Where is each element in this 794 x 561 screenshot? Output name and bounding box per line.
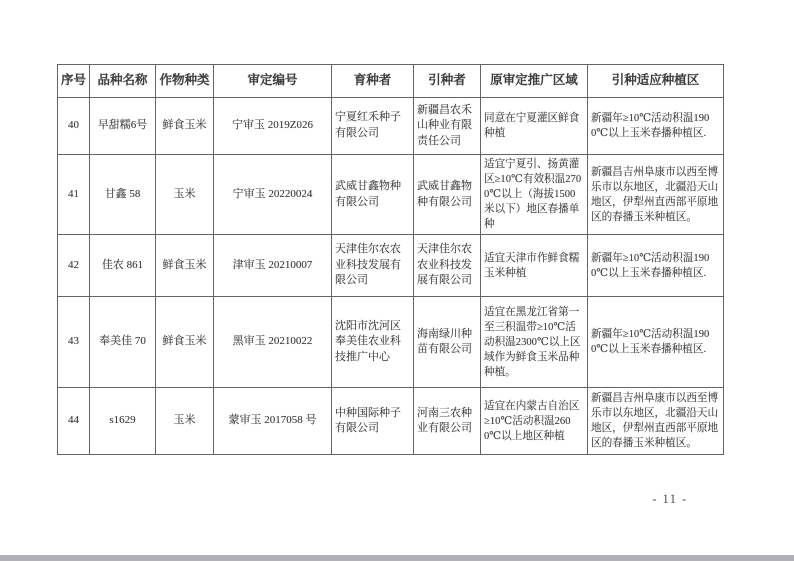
cell-no: 43 — [58, 297, 90, 388]
cell-variety-name: 佳农 861 — [90, 235, 156, 297]
col-header-no: 序号 — [58, 65, 90, 98]
scan-bottom-edge — [0, 555, 794, 561]
cell-introducer: 武威甘鑫物种有限公司 — [414, 155, 481, 235]
col-header-original-region: 原审定推广区域 — [481, 65, 588, 98]
cell-crop-type: 鲜食玉米 — [156, 98, 214, 155]
cell-approval-number: 蒙审玉 2017058 号 — [214, 388, 332, 455]
variety-introduction-table — [57, 64, 724, 455]
table-row — [58, 297, 724, 388]
cell-original-region: 适宜天津市作鲜食糯玉米种植 — [481, 235, 588, 297]
cell-variety-name: 早甜糯6号 — [90, 98, 156, 155]
col-header-approval-number: 审定编号 — [214, 65, 332, 98]
cell-variety-name: s1629 — [90, 388, 156, 455]
cell-breeder: 武威甘鑫物种有限公司 — [332, 155, 414, 235]
cell-approval-number: 宁审玉 20220024 — [214, 155, 332, 235]
col-header-variety-name: 品种名称 — [90, 65, 156, 98]
cell-introducer: 天津佳尔农农业科技发展有限公司 — [414, 235, 481, 297]
cell-adapted-region: 新疆昌吉州阜康市以西至博乐市以东地区，北疆沿天山地区，伊犁州直西部平原地区的春播玉米种植区。 — [588, 155, 724, 235]
cell-no: 42 — [58, 235, 90, 297]
table-row — [58, 388, 724, 455]
cell-original-region: 适宜宁夏引、扬黄灌区≥10℃有效积温2700℃以上（海拔1500米以下）地区春播单种 — [481, 155, 588, 235]
cell-adapted-region: 新疆年≥10℃活动积温1900℃以上玉米春播种植区. — [588, 235, 724, 297]
cell-breeder: 沈阳市沈河区奉美佳农业科技推广中心 — [332, 297, 414, 388]
cell-breeder: 宁夏红禾种子有限公司 — [332, 98, 414, 155]
cell-variety-name: 甘鑫 58 — [90, 155, 156, 235]
header-row — [58, 65, 724, 98]
cell-approval-number: 津审玉 20210007 — [214, 235, 332, 297]
cell-breeder: 天津佳尔农农业科技发展有限公司 — [332, 235, 414, 297]
cell-crop-type: 玉米 — [156, 155, 214, 235]
cell-original-region: 同意在宁夏灌区鲜食种植 — [481, 98, 588, 155]
col-header-breeder: 育种者 — [332, 65, 414, 98]
cell-approval-number: 宁审玉 2019Z026 — [214, 98, 332, 155]
cell-variety-name: 奉美佳 70 — [90, 297, 156, 388]
cell-approval-number: 黑审玉 20210022 — [214, 297, 332, 388]
cell-introducer: 海南绿川种苗有限公司 — [414, 297, 481, 388]
col-header-adapted-region: 引种适应种植区 — [588, 65, 724, 98]
cell-no: 41 — [58, 155, 90, 235]
cell-adapted-region: 新疆年≥10℃活动积温1900℃以上玉米春播种植区. — [588, 297, 724, 388]
cell-original-region: 适宜在黑龙江省第一至三积温带≥10℃活动积温2300℃以上区域作为鲜食玉米品种种植。 — [481, 297, 588, 388]
cell-crop-type: 鲜食玉米 — [156, 235, 214, 297]
cell-adapted-region: 新疆年≥10℃活动积温1900℃以上玉米春播种植区. — [588, 98, 724, 155]
cell-crop-type: 鲜食玉米 — [156, 297, 214, 388]
cell-introducer: 新疆昌农禾山种业有限责任公司 — [414, 98, 481, 155]
table-row — [58, 98, 724, 155]
cell-original-region: 适宜在内蒙古自治区≥10℃活动积温2600℃以上地区种植 — [481, 388, 588, 455]
page-number: - 11 - — [652, 492, 688, 506]
cell-breeder: 中种国际种子有限公司 — [332, 388, 414, 455]
col-header-introducer: 引种者 — [414, 65, 481, 98]
cell-introducer: 河南三农种业有限公司 — [414, 388, 481, 455]
table-row — [58, 155, 724, 235]
table-row — [58, 235, 724, 297]
cell-adapted-region: 新疆昌吉州阜康市以西至博乐市以东地区，北疆沿天山地区，伊犁州直西部平原地区的春播玉米种植区。 — [588, 388, 724, 455]
col-header-crop-type: 作物种类 — [156, 65, 214, 98]
cell-crop-type: 玉米 — [156, 388, 214, 455]
cell-no: 40 — [58, 98, 90, 155]
cell-no: 44 — [58, 388, 90, 455]
